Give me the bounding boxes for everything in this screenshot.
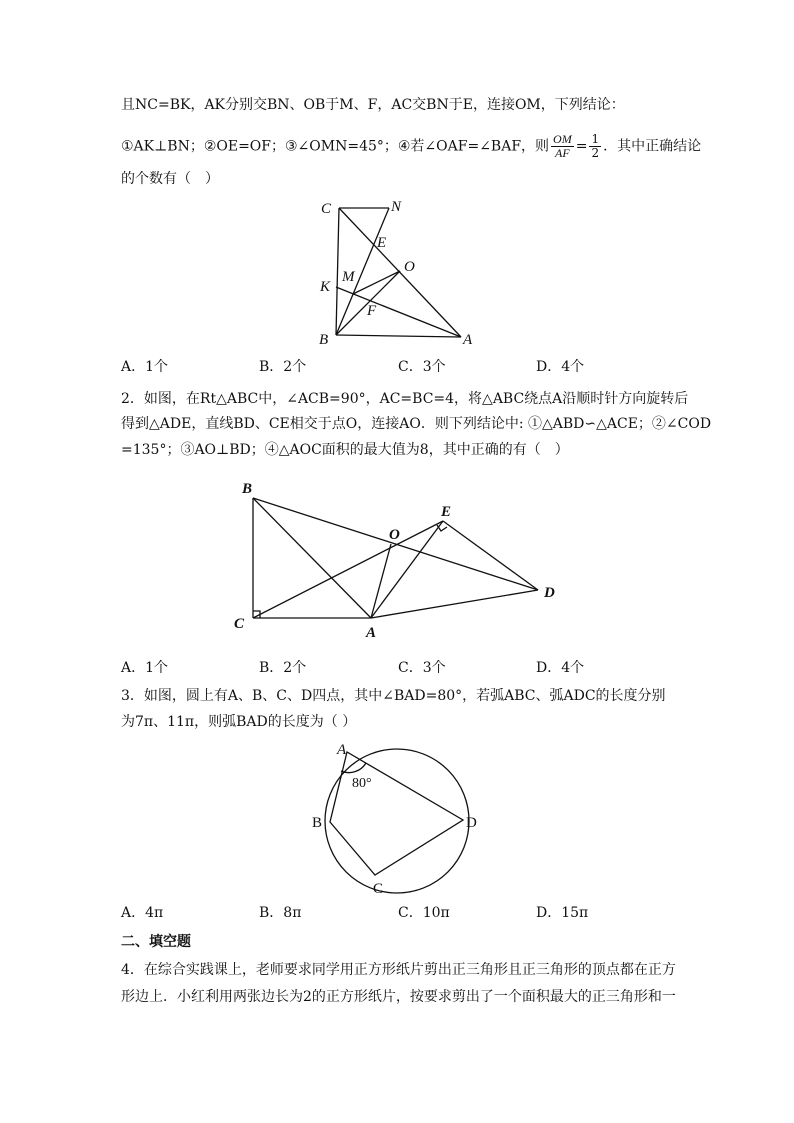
q2-choice-b[interactable]: B．2个 bbox=[259, 660, 307, 676]
q2-segment-ba bbox=[253, 498, 371, 618]
q3-angle-label: 80° bbox=[352, 776, 372, 791]
q2-text-line1: 2．如图，在Rt△ABC中，∠ACB=90°，AC=BC=4，将△ABC绕点A沿顺时针方向旋转后 bbox=[121, 391, 689, 407]
q2-right-angle-e bbox=[437, 525, 447, 531]
q1-text-line2 bbox=[121, 133, 701, 160]
q1-choice-b[interactable]: B．2个 bbox=[259, 359, 307, 375]
q1-label-n: N bbox=[391, 199, 402, 215]
q1-label-a: A bbox=[463, 332, 473, 348]
q1-segment-bo bbox=[336, 271, 400, 335]
q3-choice-d[interactable]: D．15π bbox=[536, 905, 589, 921]
q3-quadrilateral bbox=[330, 752, 463, 875]
q1-choice-a[interactable]: A．1个 bbox=[121, 359, 169, 375]
q1-choice-c[interactable]: C．3个 bbox=[398, 359, 446, 375]
q2-segment-ed bbox=[443, 521, 538, 590]
q2-label-d: D bbox=[544, 585, 555, 601]
q3-choice-b[interactable]: B．8π bbox=[259, 905, 302, 921]
q1-conclusions: ①AK⊥BN；②OE=OF；③∠OMN=45°；④若∠OAF=∠BAF，则 bbox=[121, 138, 550, 155]
q2-right-angle-c bbox=[253, 611, 260, 618]
q1-choice-d[interactable]: D．4个 bbox=[536, 359, 585, 375]
section-title-fill-in: 二、填空题 bbox=[121, 934, 191, 950]
q1-text-line1: 且NC=BK，AK分别交BN、OB于M、F，AC交BN于E，连接OM，下列结论： bbox=[121, 97, 625, 113]
q1-label-m: M bbox=[342, 269, 355, 285]
q2-choice-a[interactable]: A．1个 bbox=[121, 660, 169, 676]
q3-label-d: D bbox=[466, 815, 477, 831]
q3-circle bbox=[325, 749, 469, 893]
q1-equals: = bbox=[575, 138, 588, 155]
q1-label-o: O bbox=[404, 259, 415, 275]
q1-label-f: F bbox=[367, 303, 377, 319]
q1-segment-nb bbox=[336, 208, 389, 335]
q2-choice-d[interactable]: D．4个 bbox=[536, 660, 585, 676]
q1-label-c: C bbox=[321, 201, 332, 217]
q2-segment-bd bbox=[253, 498, 538, 590]
q2-text-line3: =135°；③AO⊥BD；④△AOC面积的最大值为8，其中正确的有（ ） bbox=[121, 442, 569, 458]
q1-label-k: K bbox=[320, 279, 331, 295]
q1-fraction-om-af: $\frac{OM}{AF}$ bbox=[553, 132, 572, 160]
q3-label-b: B bbox=[312, 815, 323, 831]
q2-label-o: O bbox=[389, 527, 400, 543]
q1-text-line3: 的个数有（ ） bbox=[121, 171, 219, 187]
q2-segment-ao bbox=[371, 544, 391, 618]
q1-segment-ca bbox=[339, 208, 461, 337]
q2-choice-c[interactable]: C．3个 bbox=[398, 660, 446, 676]
q1-conclusions-tail: ．其中正确结论 bbox=[603, 138, 702, 155]
q1-label-b: B bbox=[319, 332, 329, 348]
q2-segment-ce bbox=[253, 521, 443, 618]
q3-choice-a[interactable]: A．4π bbox=[121, 905, 164, 921]
q1-fraction-half: $\frac{1}{2}$ bbox=[591, 132, 600, 160]
q2-label-e: E bbox=[441, 504, 452, 520]
q2-label-b: B bbox=[242, 481, 253, 497]
q2-label-a: A bbox=[366, 625, 377, 641]
q2-segment-ae bbox=[371, 521, 443, 618]
q1-segment-mo bbox=[353, 271, 400, 294]
q2-segment-ad bbox=[371, 590, 538, 618]
q3-label-a: A bbox=[337, 742, 347, 758]
q2-text-line2: 得到△ADE，直线BD、CE相交于点O，连接AO．则下列结论中: ①△ABD∽△ACE；②∠COD bbox=[121, 416, 712, 432]
q2-label-c: C bbox=[234, 616, 245, 632]
q1-segment-ka bbox=[336, 287, 461, 337]
q3-text-line2: 为7π、11π，则弧BAD的长度为（ ） bbox=[121, 714, 357, 730]
q3-choice-c[interactable]: C．10π bbox=[398, 905, 450, 921]
q1-segment-ba bbox=[336, 335, 461, 337]
q3-angle-arc bbox=[341, 763, 366, 773]
q3-label-c: C bbox=[373, 881, 384, 897]
q3-text-line1: 3．如图，圆上有A、B、C、D四点，其中∠BAD=80°，若弧ABC、弧ADC的长度分别 bbox=[121, 688, 666, 704]
q1-segment-cb bbox=[336, 208, 339, 335]
q1-label-e: E bbox=[377, 235, 387, 251]
q4-text-line1: 4．在综合实践课上，老师要求同学用正方形纸片剪出正三角形且正三角形的顶点都在正方 bbox=[121, 962, 676, 978]
q4-text-line2: 形边上．小红利用两张边长为2的正方形纸片，按要求剪出了一个面积最大的正三角形和一 bbox=[121, 989, 676, 1005]
